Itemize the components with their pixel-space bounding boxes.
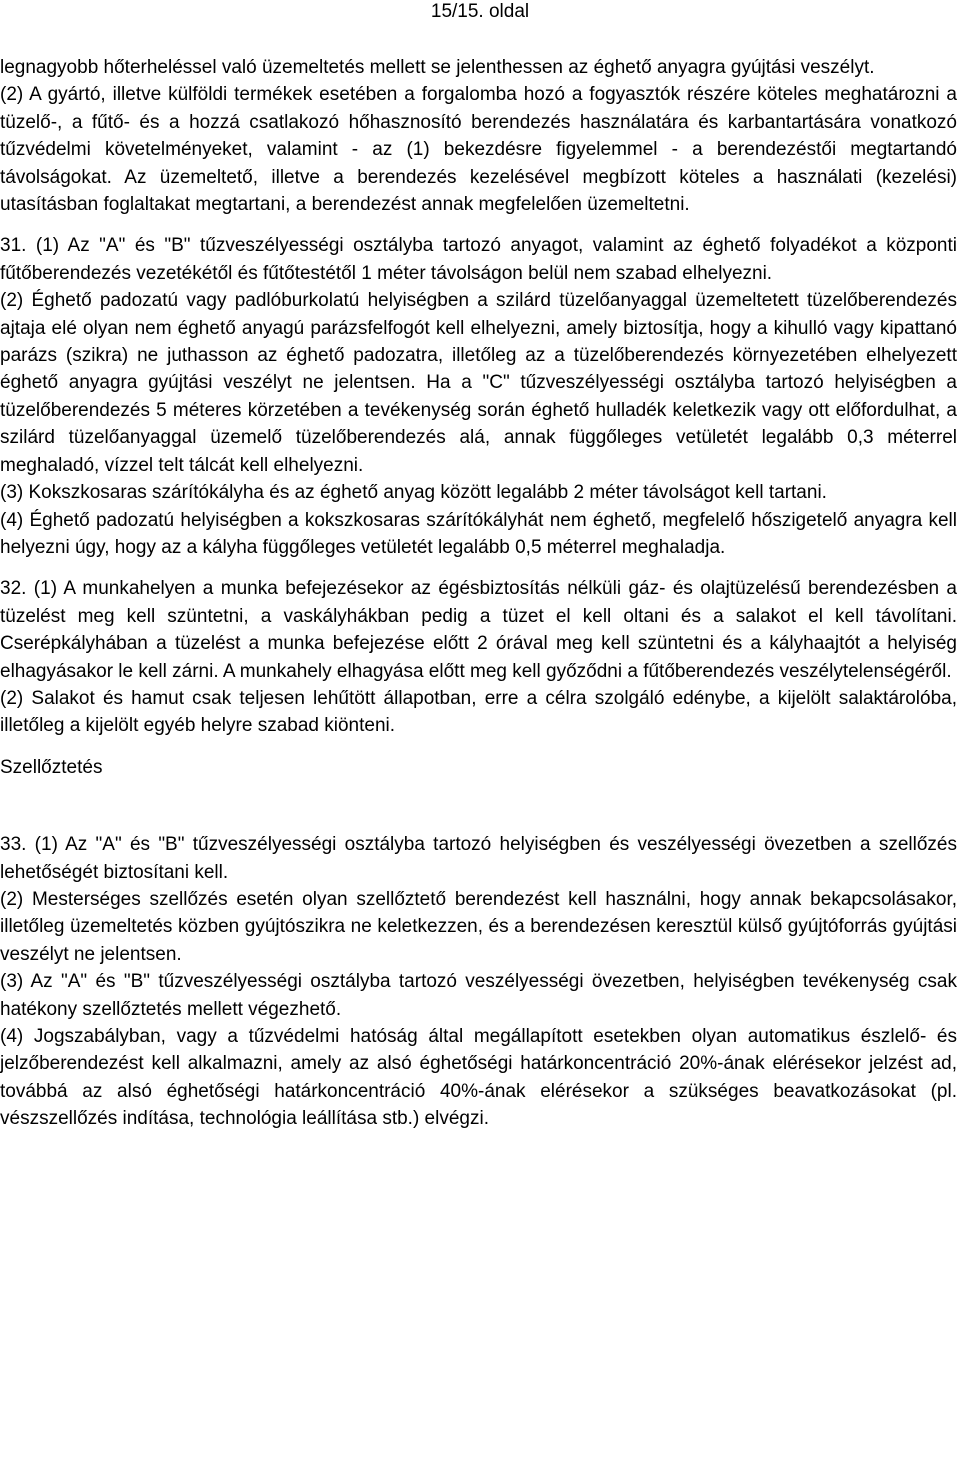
paragraph: (4) Jogszabályban, vagy a tűzvédelmi hatóság által megállapított esetekben olyan automatikus észlelő- és jelzőberendezést kell alkalmazni, amely az alsó éghetőségi határkoncentráció 20%-ának elérésekor jelzést ad, továbbá az alsó éghetőségi határkoncentráció 40%-ának elérésekor a szükséges beavatkozásokat (pl. vészszellőzés indítása, technológia leállítása stb.) elvégzi. <box>0 1026 957 1130</box>
paragraph-spacer <box>0 561 957 575</box>
section-heading: Szellőztetés <box>0 756 103 778</box>
paragraph-spacer <box>0 218 957 232</box>
paragraph: legnagyobb hőterheléssel való üzemeltetés mellett se jelenthessen az éghető anyagra gyújtási veszélyt. <box>0 57 875 78</box>
paragraph: (4) Éghető padozatú helyiségben a kokszkosaras szárítókályhát nem éghető, megfelelő hőszigetelő anyagra kell helyezni úgy, hogy az a kályha függőleges vetületét legalább 0,5 méterrel meghaladja. <box>0 509 957 558</box>
paragraph: (2) A gyártó, illetve külföldi termékek esetében a forgalomba hozó a fogyasztók részére köteles meghatározni a tüzelő-, a fűtő- és a hozzá csatlakozó hőhasznosító berendezés használatára és karbantartására vonatkozó tűzvédelmi követelményeket, valamint - az (1) bekezdésre figyelemmel - a berendezéstői megtartandó távolságokat. Az üzemeltető, illetve a berendezés kezelésével megbízott köteles a használati (kezelési) utasításban foglaltakat megtartani, a berendezést annak megfelelően üzemeltetni. <box>0 84 957 216</box>
paragraph: (2) Salakot és hamut csak teljesen lehűtött állapotban, erre a célra szolgáló edénybe, a kijelölt salaktárolóba, illetőleg a kijelölt egyéb helyre szabad kiönteni. <box>0 687 957 737</box>
paragraph-section-32: 32. (1) A munkahelyen a munka befejezésekor az égésbiztosítás nélküli gáz- és olajtüzelésű berendezésben a tüzelést meg kell szüntetni, a vaskályhákban pedig a tüzet el kell oltani és a salakot el kell távolítani. Cserépkályhában a tüzelést a munka befejezése előtt 2 órával meg kell szüntetni és a kályhaajtót a helyiség elhagyásakor le kell zárni. A munkahely elhagyása előtt meg kell győződni a fűtőberendezés veszélytelenségéről. <box>0 578 957 682</box>
page-number-header: 15/15. oldal <box>430 1 530 22</box>
paragraph-spacer <box>0 740 957 754</box>
document-body <box>0 54 957 1133</box>
paragraph-section-31: 31. (1) Az "A" és "B" tűzveszélyességi osztályba tartozó anyagot, valamint az éghető folyadékot a központi fűtőberendezés vezetékétől és fűtőtestétől 1 méter távolságon belül nem szabad elhelyezni. <box>0 235 957 284</box>
paragraph-spacer <box>0 781 957 831</box>
paragraph: (2) Mesterséges szellőzés esetén olyan szellőztető berendezést kell használni, hogy annak bekapcsolásakor, illetőleg üzemeltetés közben gyújtószikra ne keletkezzen, és a berendezésen keresztül külső gyújtóforrás gyújtási veszélyt ne jelentsen. <box>0 888 957 965</box>
paragraph: (3) Kokszkosaras szárítókályha és az éghető anyag között legalább 2 méter távolságot kell tartani. <box>0 482 827 504</box>
paragraph: (3) Az "A" és "B" tűzveszélyességi osztályba tartozó veszélyességi övezetben, helyiségben tevékenység csak hatékony szellőztetés mellett végezhető. <box>0 971 957 1020</box>
paragraph: (2) Éghető padozatú vagy padlóburkolatú helyiségben a szilárd tüzelőanyaggal üzemeltetett tüzelőberendezés ajtaja elé olyan nem éghető anyagú parázsfelfogót kell elhelyezni, amely biztosítja, hogy a kihulló vagy kipattanó parázs (szikra) ne juthasson az éghető padozatra, illetőleg az a tüzelőberendezés környezetében elhelyezett éghető anyagra gyújtási veszélyt ne jelentsen. Ha a "C" tűzveszélyességi osztályba tartozó helyiségben a tüzelőberendezés 5 méteres körzetében a tevékenység során éghető hulladék keletkezik vagy ott előfordulhat, a szilárd tüzelőanyaggal üzemelő tüzelőberendezés alá, annak függőleges vetületét legalább 0,3 méterrel meghaladó, vízzel telt tálcát kell elhelyezni. <box>0 290 957 476</box>
paragraph-section-33: 33. (1) Az "A" és "B" tűzveszélyességi osztályba tartozó helyiségben és veszélyességi övezetben a szellőzés lehetőségét biztosítani kell. <box>0 834 957 883</box>
